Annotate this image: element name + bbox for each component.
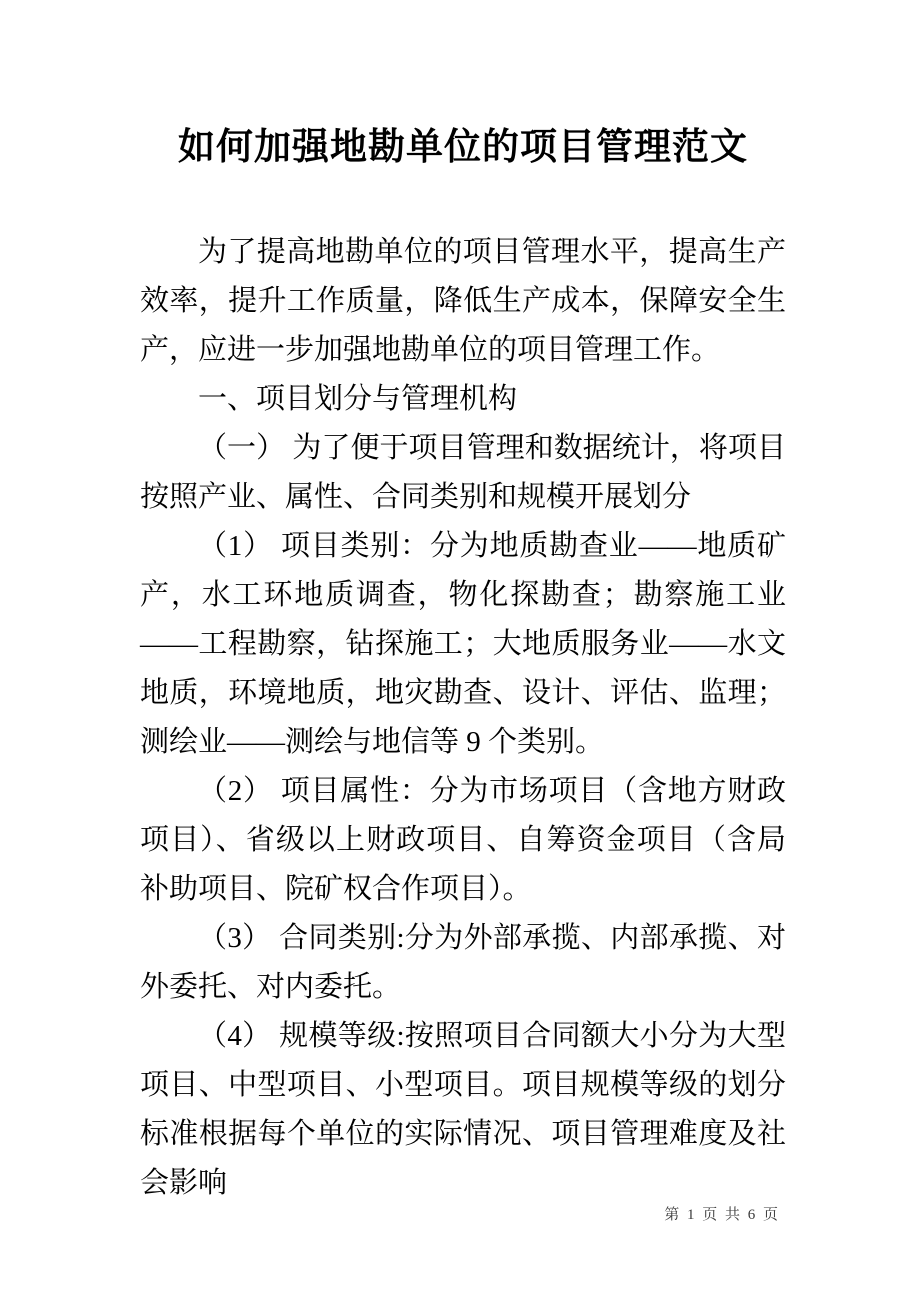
body-paragraph-subsection-1: （一） 为了便于项目管理和数据统计，将项目按照产业、属性、合同类别和规模开展划分 <box>140 432 786 513</box>
page-title: 如何加强地勘单位的项目管理范文 <box>178 127 748 168</box>
body-paragraph-item-4: （4） 规模等级:按照项目合同额大小分为大型项目、中型项目、小型项目。项目规模等级的划分标准根据每个单位的实际情况、项目管理难度及社会影响 <box>140 1020 786 1199</box>
body-paragraph-item-3: （3） 合同类别:分为外部承揽、内部承揽、对外委托、对内委托。 <box>140 922 786 1003</box>
body-paragraph-item-1: （1） 项目类别：分为地质勘查业——地质矿产，水工环地质调查，物化探勘查；勘察施工业——工程勘察，钻探施工；大地质服务业——水文地质，环境地质，地灾勘查、设计、评估、监理；测绘业——测绘与地信等 9 个类别。 <box>140 530 786 758</box>
body-paragraph-intro: 为了提高地勘单位的项目管理水平，提高生产效率，提升工作质量，降低生产成本，保障安全生产，应进一步加强地勘单位的项目管理工作。 <box>140 236 786 366</box>
document-content <box>140 124 786 1208</box>
page-number-footer: 第 1 页 共 6 页 <box>664 1207 780 1223</box>
body-paragraph-item-2: （2） 项目属性：分为市场项目（含地方财政项目）、省级以上财政项目、自筹资金项目（含局补助项目、院矿权合作项目）。 <box>140 775 786 905</box>
body-paragraph-section-heading: 一、项目划分与管理机构 <box>198 383 518 415</box>
